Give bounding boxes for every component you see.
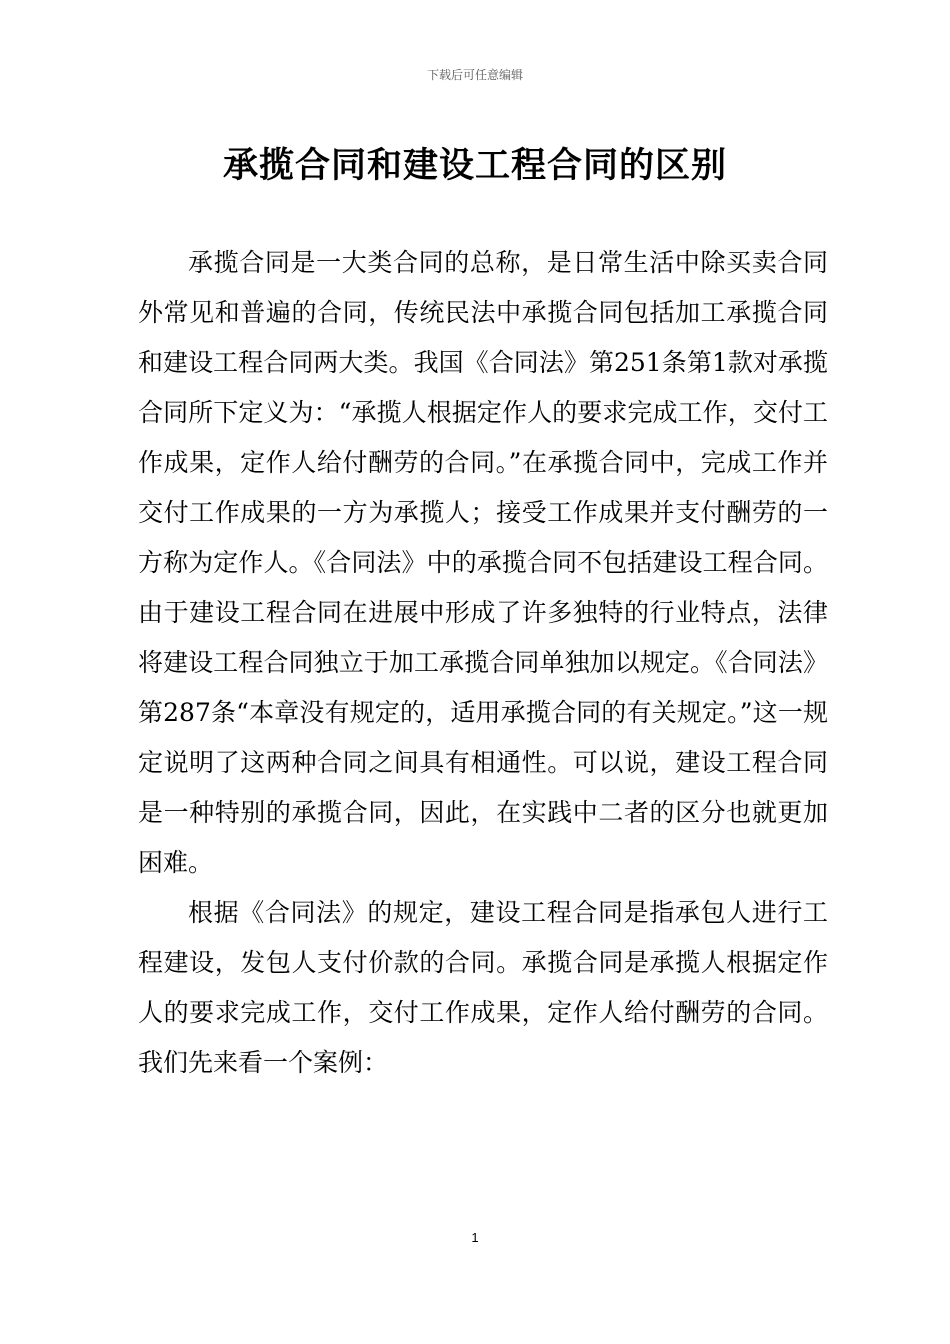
page-number: 1 (471, 1230, 479, 1245)
paragraph: 承揽合同是一大类合同的总称，是日常生活中除买卖合同外常见和普遍的合同，传统民法中承揽合同包括加工承揽合同和建设工程合同两大类。我国《合同法》第251条第1款对承揽合同所下定义为：“承揽人根据定作人的要求完成工作，交付工作成果，定作人给付酬劳的合同。”在承揽合同中，完成工作并交付工作成果的一方为承揽人；接受工作成果并支付酬劳的一方称为定作人。《合同法》中的承揽合同不包括建设工程合同。由于建设工程合同在进展中形成了许多独特的行业特点，法律将建设工程合同独立于加工承揽合同单独加以规定。《合同法》第287条“本章没有规定的，适用承揽合同的有关规定。”这一规定说明了这两种合同之间具有相通性。可以说，建设工程合同是一种特别的承揽合同，因此，在实践中二者的区分也就更加困难。 (138, 248, 828, 877)
paragraph: 根据《合同法》的规定，建设工程合同是指承包人进行工程建设，发包人支付价款的合同。承揽合同是承揽人根据定作人的要求完成工作，交付工作成果，定作人给付酬劳的合同。我们先来看一个案例： (138, 898, 828, 1077)
document-body (138, 238, 828, 1088)
page-header-note: 下载后可任意编辑 (426, 68, 523, 82)
document-title: 承揽合同和建设工程合同的区别 (222, 145, 727, 186)
